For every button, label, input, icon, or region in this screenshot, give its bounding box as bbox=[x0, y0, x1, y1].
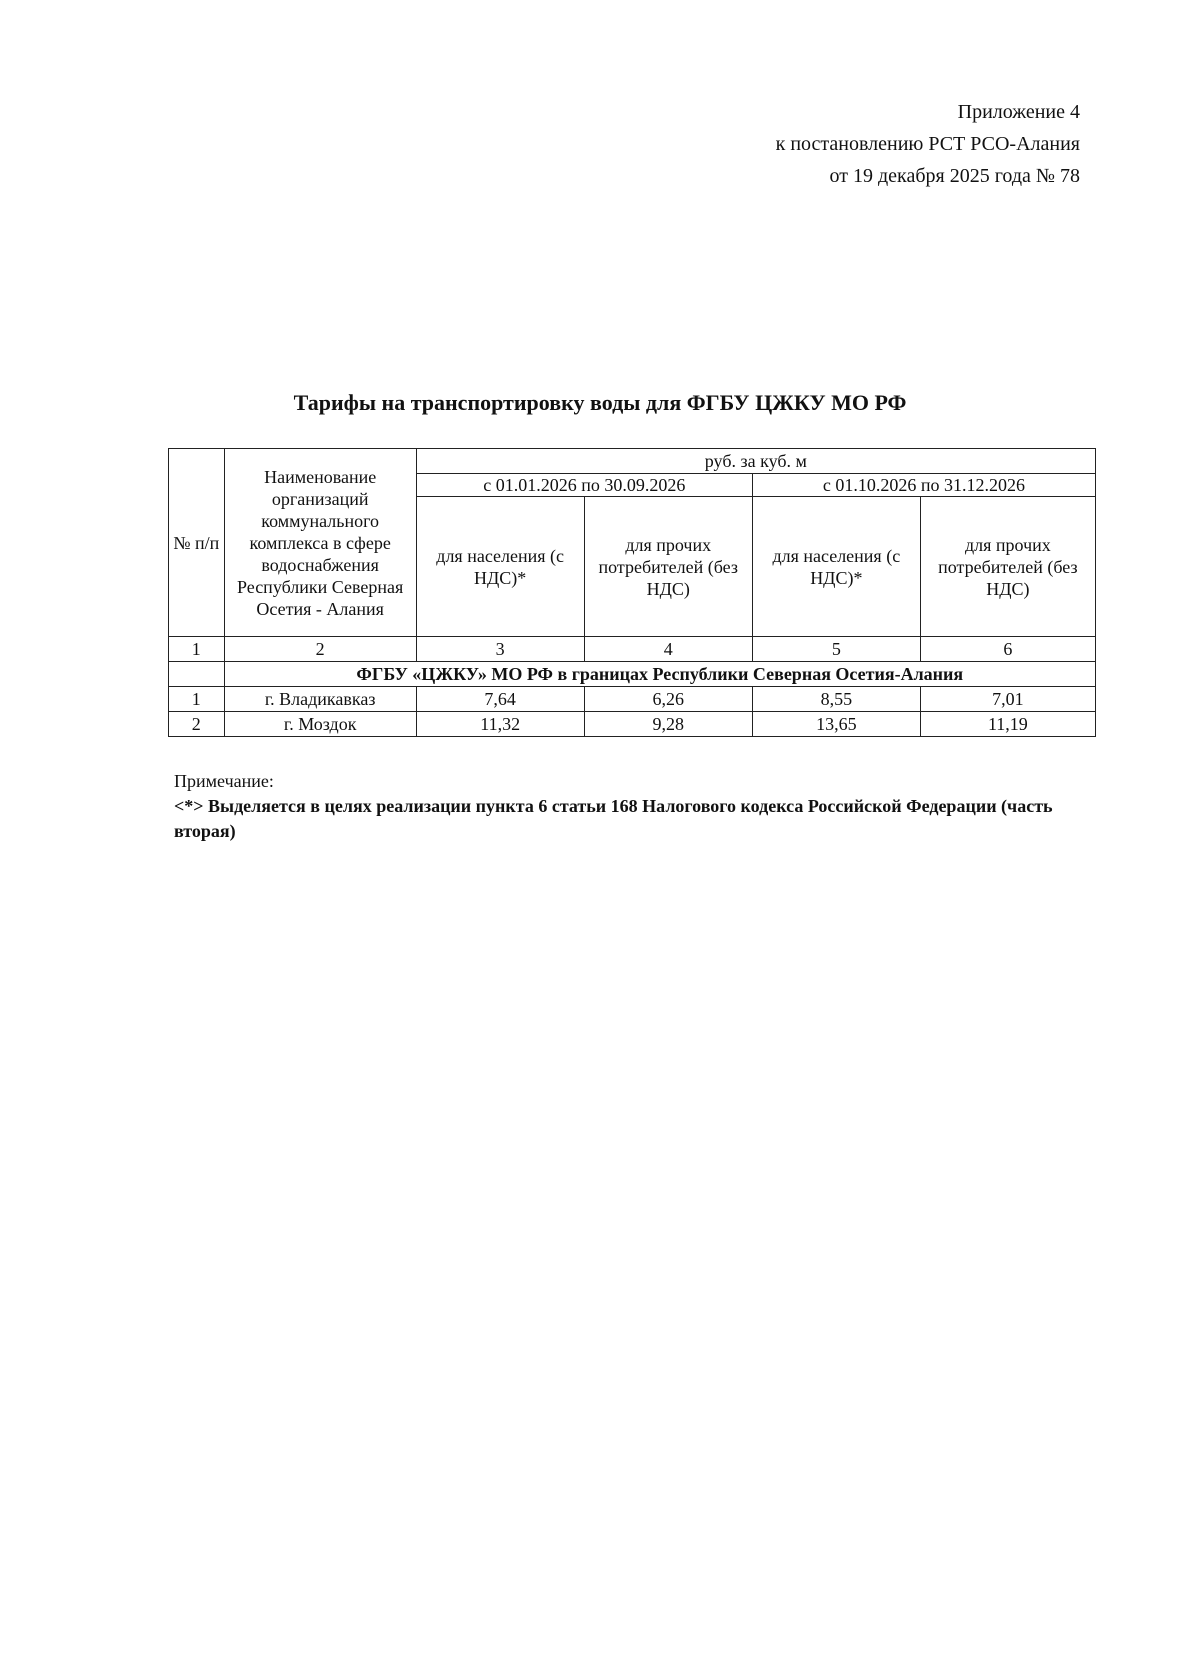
header-row-1 bbox=[169, 449, 1096, 474]
col-number-1: 1 bbox=[169, 637, 225, 662]
row-name: г. Моздок bbox=[224, 712, 416, 737]
column-number-row bbox=[169, 637, 1096, 662]
header-unit: руб. за куб. м bbox=[416, 449, 1095, 474]
note-block bbox=[174, 769, 1074, 844]
header-num: № п/п bbox=[169, 449, 225, 637]
row-value-6: 7,01 bbox=[920, 687, 1095, 712]
col-number-4: 4 bbox=[584, 637, 752, 662]
row-value-4: 9,28 bbox=[584, 712, 752, 737]
row-name: г. Владикавказ bbox=[224, 687, 416, 712]
table-row bbox=[169, 687, 1096, 712]
col-number-2: 2 bbox=[224, 637, 416, 662]
row-value-4: 6,26 bbox=[584, 687, 752, 712]
note-text: <*> Выделяется в целях реализации пункта 6 статьи 168 Налогового кодекса Российской Федерации (часть вторая) bbox=[174, 796, 1053, 841]
row-value-3: 7,64 bbox=[416, 687, 584, 712]
col-number-6: 6 bbox=[920, 637, 1095, 662]
row-value-5: 8,55 bbox=[752, 687, 920, 712]
appendix-header bbox=[776, 96, 1080, 192]
header-org-name: Наименование организаций коммунального комплекса в сфере водоснабжения Республики Северная Осетия - Алания bbox=[224, 449, 416, 637]
row-value-6: 11,19 bbox=[920, 712, 1095, 737]
row-value-3: 11,32 bbox=[416, 712, 584, 737]
tariff-table bbox=[168, 448, 1096, 737]
appendix-line-3: от 19 декабря 2025 года № 78 bbox=[829, 165, 1080, 187]
header-period-1: с 01.01.2026 по 30.09.2026 bbox=[416, 474, 752, 497]
group-label: ФГБУ «ЦЖКУ» МО РФ в границах Республики Северная Осетия-Алания bbox=[224, 662, 1095, 687]
note-label: Примечание: bbox=[174, 771, 274, 791]
group-row bbox=[169, 662, 1096, 687]
header-period-2: с 01.10.2026 по 31.12.2026 bbox=[752, 474, 1095, 497]
header-col-4: для прочих потребителей (без НДС) bbox=[584, 497, 752, 637]
appendix-line-1: Приложение 4 bbox=[957, 101, 1080, 123]
col-number-3: 3 bbox=[416, 637, 584, 662]
row-number: 1 bbox=[169, 687, 225, 712]
col-number-5: 5 bbox=[752, 637, 920, 662]
table-row bbox=[169, 712, 1096, 737]
row-number: 2 bbox=[169, 712, 225, 737]
header-col-5: для населения (с НДС)* bbox=[752, 497, 920, 637]
row-value-5: 13,65 bbox=[752, 712, 920, 737]
document-title: Тарифы на транспортировку воды для ФГБУ ЦЖКУ МО РФ bbox=[293, 390, 907, 415]
group-empty-cell bbox=[169, 662, 225, 687]
header-col-3: для населения (с НДС)* bbox=[416, 497, 584, 637]
appendix-line-2: к постановлению РСТ РСО-Алания bbox=[775, 133, 1080, 155]
header-col-6: для прочих потребителей (без НДС) bbox=[920, 497, 1095, 637]
